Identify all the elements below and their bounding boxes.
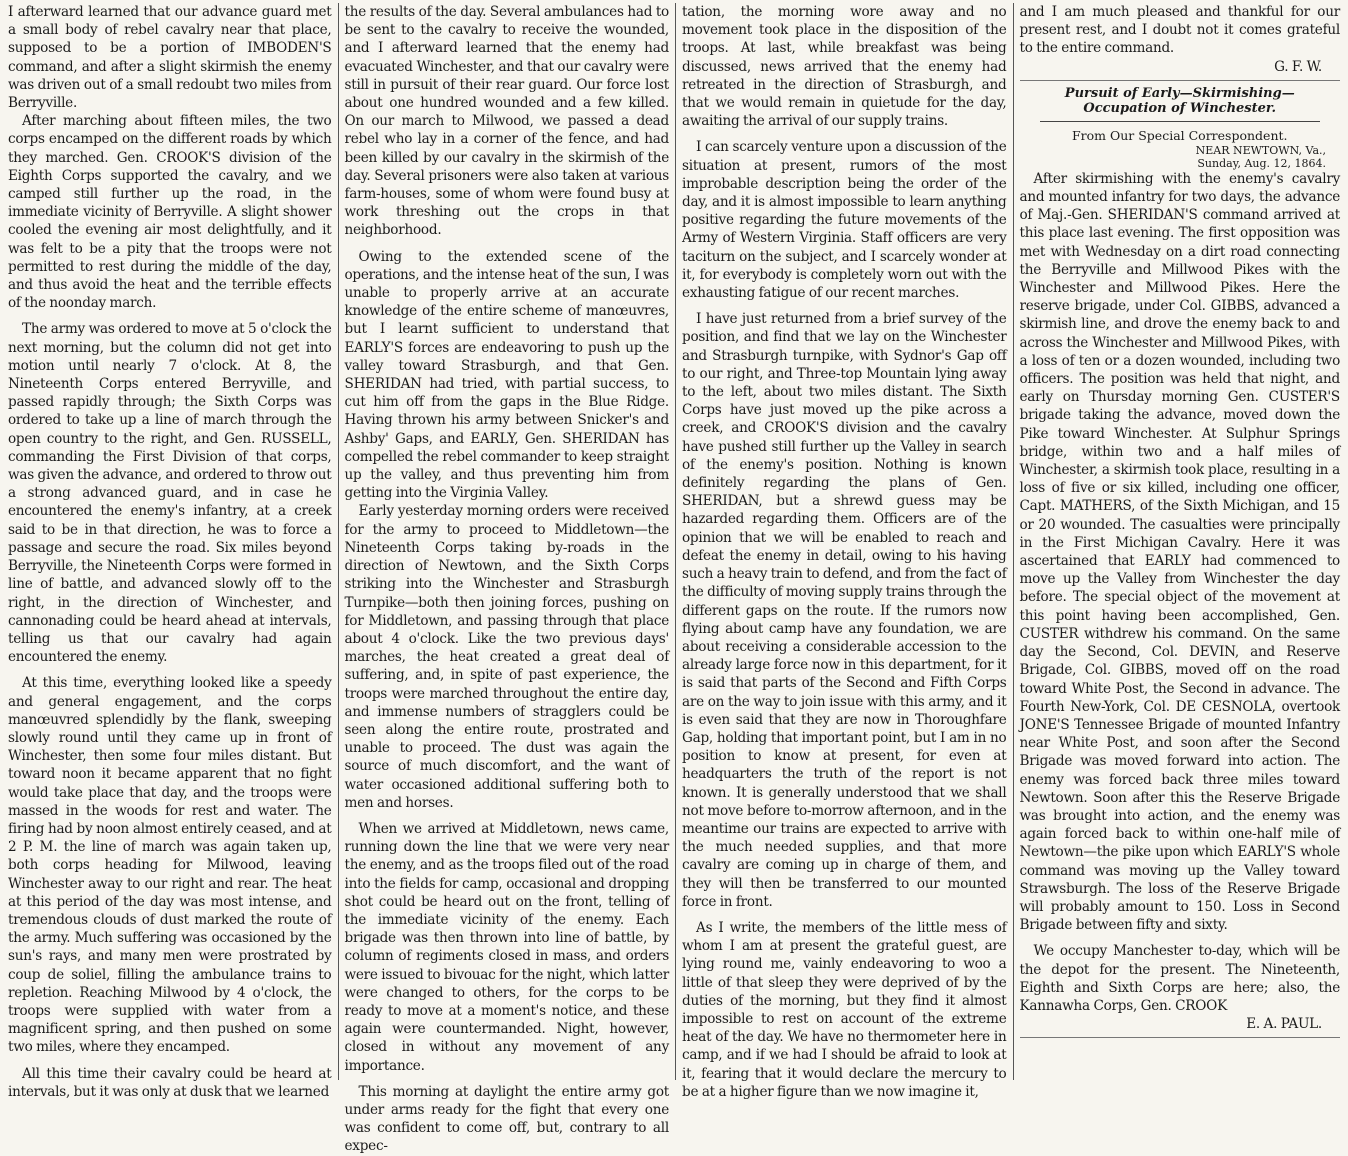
column-4 [1014,3,1347,1080]
divider [1020,80,1341,81]
signature-eap: E. A. PAUL. [1246,1016,1322,1033]
paragraph: Early yesterday morning orders were received for the army to proceed to Middletown—the Nineteenth Corps taking by-roads in the direction of Newtown, and the Sixth Corps striking into the Winchester and Strasburgh Turnpike—both then joining forces, pushing on for Middletown, and passing through that place about 4 o'clock. Like the two previous days' marches, the heat created a great deal of suffering, and, in spite of past experience, the troops were marched throughout the entire day, and immense numbers of stragglers could be seen along the entire route, prostrated and unable to proceed. The dust was again the source of much discomfort, and the want of water occasioned additional suffering both to men and horses. [344,503,669,811]
dateline-place: NEAR NEWTOWN, Va., [1195,143,1326,157]
paragraph: After marching about fifteen miles, the two corps encamped on the different roads by which they marched. Gen. CROOK'S division of the Eighth Corps supported the cavalry, and we camped still further up the road, in the immediate vicinity of Berryville. A slight shower cooled the evening air most delightfully, and it was felt to be a pity that the troops were not permitted to rest during the middle of the day, and thus avoid the heat and the terrible effects of the noonday march. [8,113,332,312]
paragraph: At this time, everything looked like a speedy and general engagement, and the corps manœuvred splendidly by the flank, sweeping slowly round until they came up in front of Winchester, then some four miles distant. But toward noon it became apparent that no fight would take place that day, and the troops were massed in the woods for rest and water. The firing had by noon almost entirely ceased, and at 2 P. M. the line of march was again taken up, both corps heading for Milwood, leaving Winchester away to our right and rear. The heat at this period of the day was most intense, and tremendous clouds of dust marked the route of the army. Much suffering was occasioned by the sun's rays, and many men were prostrated by coup de soliel, filling the ambulance trains to repletion. Reaching Milwood by 4 o'clock, the troops were supplied with water from a magnificent spring, and then pushed on some two miles, where they encamped. [8,675,332,1056]
paragraph: I afterward learned that our advance guard met a small body of rebel cavalry near that place, supposed to be a portion of IMBODEN'S command, and after a slight skirmish the enemy was driven out of a small redoubt two miles from Berryville. [8,4,332,112]
divider [1040,121,1321,122]
paragraph: We occupy Manchester to-day, which will be the depot for the present. The Nineteenth, Eighth and Sixth Corps are here; also, the Kannawha Corps, Gen. CROOK [1019,943,1340,1014]
paragraph: and I am much pleased and thankful for our present rest, and I doubt not it comes grateful to the entire command. [1019,4,1340,57]
paragraph: As I write, the members of the little mess of whom I am at present the grateful guest, are lying round me, vainly endeavoring to woo a little of that sleep they were deprived of by the duties of the morning, but they find it almost impossible to rest on account of the extreme heat of the day. We have no thermometer here in camp, and if we had I should be afraid to look at it, fearing that it would declare the mercury to be at a higher figure than we now imagine it, [682,919,1007,1100]
column-3 [676,3,1014,1100]
paragraph: Owing to the extended scene of the operations, and the intense heat of the sun, I was unable to properly arrive at an accurate knowledge of the entire scheme of manœuvres, but I learnt sufficient to understand that EARLY'S forces are endeavoring to push up the valley toward Strasburgh, and that Gen. SHERIDAN had tried, with partial success, to cut him off from the gaps in the Blue Ridge. Having thrown his army between Snicker's and Ashby' Gaps, and EARLY, Gen. SHERIDAN has compelled the rebel commander to keep straight up the valley, and thus preventing him from getting into the Virginia Valley. [344,248,669,502]
paragraph: After skirmishing with the enemy's cavalry and mounted infantry for two days, the advance of Maj.-Gen. SHERIDAN'S command arrived at this place last evening. The first opposition was met with Wednesday on a dirt road connecting the Berryville and Millwood Pikes with the Winchester and Millwood Pikes. Here the reserve brigade, under Col. GIBBS, advanced a skirmish line, and drove the enemy back to and across the Winchester and Millwood Pikes, with a loss of ten or a dozen wounded, including two officers. The position was held that night, and early on Thursday morning Gen. CUSTER'S brigade taking the advance, moved down the Pike toward Winchester. At Sulphur Springs bridge, within two and a half miles of Winchester, a skirmish took place, resulting in a loss of five or six killed, including one officer, Capt. MATHERS, of the Sixth Michigan, and 15 or 20 wounded. The casualties were principally in the First Michigan Cavalry. Here it was ascertained that EARLY had commenced to move up the Valley from Winchester the day before. The special object of the movement at this point having been accomplished, Gen. CUSTER withdrew his command. On the same day the Second, Col. DEVIN, and Reserve Brigade, Col. GIBBS, moved off on the road toward White Post, the Second in advance. The Fourth New-York, Col. DE CESNOLA, overtook JONE'S Tennessee Brigade of mounted Infantry near White Post, and soon after the Second Brigade was moved forward into action. The enemy was forced back three miles toward Newtown. Soon after this the Reserve Brigade was brought into action, and the enemy was again forced back to within one-half mile of Newtown—the pike upon which EARLY'S whole command was moving up the Valley toward Strawsburgh. The loss of the Reserve Brigade will probably amount to 150. Loss in Second Brigade between fifty and sixty. [1019,170,1340,934]
signature-gfw: G. F. W. [1274,58,1322,75]
paragraph: the results of the day. Several ambulances had to be sent to the cavalry to receive the wounded, and I afterward learned that the enemy had evacuated Winchester, and that our cavalry were still in pursuit of their rear guard. Our force lost about one hundred wounded and a few killed. On our march to Milwood, we passed a dead rebel who lay in a corner of the fence, and had been killed by our cavalry in the skirmish of the day. Several prisoners were also taken at various farm-houses, some of whom were found busy at work threshing out the crops in that neighborhood. [344,4,669,239]
divider [1020,1037,1341,1038]
column-2 [339,3,677,1155]
paragraph: When we arrived at Middletown, news came, running down the line that we were very near the enemy, and as the troops filed out of the road into the fields for camp, occasional and dropping shot could be heard out on the front, telling of the immediate vicinity of the enemy. Each brigade was then thrown into line of battle, by column of regiments closed in mass, and orders were issued to bivouac for the night, which latter were changed to others, for the corps to be ready to move at a moment's notice, and these again were countermanded. Night, however, closed in without any movement of any importance. [344,820,669,1074]
paragraph: I can scarcely venture upon a discussion of the situation at present, rumors of the most improbable description being the order of the day, and it is almost impossible to learn anything positive regarding the future movements of the Army of Western Virginia. Staff officers are very taciturn on the subject, and I scarcely wonder at it, for everybody is completely worn out with the exhausting fatigue of our recent marches. [682,139,1007,302]
correspondent-line: From Our Special Correspondent. [1071,127,1288,143]
paragraph: I have just returned from a brief survey of the position, and find that we lay on the Winchester and Strasburgh turnpike, with Sydnor's Gap off to our right, and Three-top Mountain lying away to the left, about two miles distant. The Sixth Corps have just moved up the pike across a creek, and CROOK'S division and the cavalry have pushed still further up the Valley in search of the enemy's position. Nothing is known definitely regarding the plans of Gen. SHERIDAN, but a shrewd guess may be hazarded regarding them. Officers are of the opinion that we will be enabled to reach and defeat the enemy in detail, owing to his having such a heavy train to defend, and from the fact of the difficulty of moving supply trains through the different gaps on the route. If the rumors now flying about camp have any foundation, we are about receiving a considerable accession to the already large force now in this department, for it is said that parts of the Second and Fifth Corps are on the way to join issue with this army, and it is even said that they are now in Thoroughfare Gap, holding that important point, but I am in no position to know at present, for even at headquarters the truth of the report is not known. It is generally understood that we shall not move before to-morrow afternoon, and in the meantime our trains are expected to arrive with the much needed supplies, and that more cavalry are coming up in charge of them, and they will then be transferred to our mounted force in front. [682,311,1007,910]
paragraph: All this time their cavalry could be heard at intervals, but it was only at dusk that we learned [8,1065,332,1100]
article-headline: Pursuit of Early—Skirmishing—Occupation of Winchester. [1064,85,1295,116]
paragraph: tation, the morning wore away and no movement took place in the disposition of the troops. At last, while breakfast was being discussed, news arrived that the enemy had retreated in the direction of Strasburgh, and that we would remain in quietude for the day, awaiting the arrival of our supply trains. [682,4,1007,130]
column-1 [2,3,339,1100]
paragraph: The army was ordered to move at 5 o'clock the next morning, but the column did not get into motion until nearly 7 o'clock. At 8, the Nineteenth Corps entered Berryville, and passed rapidly through; the Sixth Corps was ordered to take up a line of march through the open country to the right, and Gen. RUSSELL, commanding the First Division of that corps, was given the advance, and ordered to throw out a strong advanced guard, and in case he encountered the enemy's infantry, at a creek said to be in that direction, he was to force a passage and secure the road. Six miles beyond Berryville, the Nineteenth Corps were formed in line of battle, and advanced slowly off to the right, in the direction of Winchester, and cannonading could be heard ahead at intervals, telling us that our cavalry had again encountered the enemy. [8,321,332,666]
dateline-date: Sunday, Aug. 12, 1864. [1197,156,1326,170]
paragraph: This morning at daylight the entire army got under arms ready for the fight that every one was confident to come off, but, contrary to all expec- [344,1083,669,1155]
